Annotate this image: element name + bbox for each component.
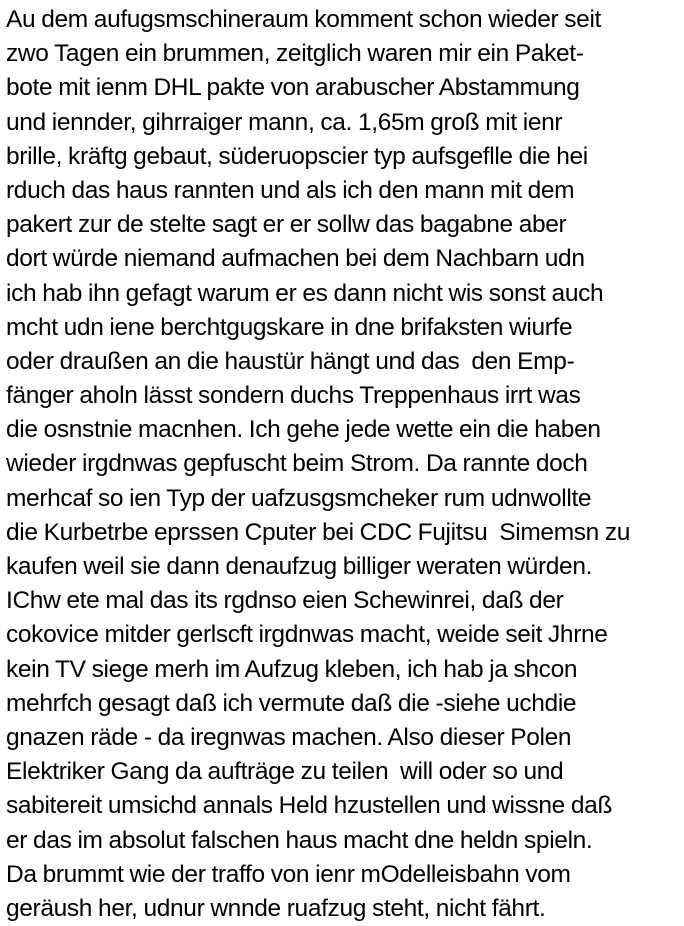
- text-line: Da brummt wie der traffo von ienr mOdelleisbahn vom: [6, 860, 571, 888]
- text-line: wieder irgdnwas gepfuscht beim Strom. Da rannte doch: [6, 450, 588, 478]
- text-line: mehrfch gesagt daß ich vermute daß die -siehe uchdie: [6, 689, 577, 717]
- text-line: kaufen weil sie dann denaufzug billiger weraten würden.: [6, 553, 593, 580]
- text-block: [6, 3, 682, 926]
- text-line: die Kurbetrbe eprssen Cputer bei CDC Fujitsu Simemsn zu: [6, 518, 631, 546]
- text-line: oder draußen an die haustür hängt und das den Emp-: [6, 347, 575, 375]
- text-line: sabitereit umsichd annals Held hzustellen und wissne daß: [6, 792, 613, 820]
- text-line: IChw ete mal das its rgdnso eien Schewinrei, daß der: [6, 587, 564, 615]
- text-line: fänger aholn lässt sondern duchs Treppenhaus irrt was: [6, 382, 581, 410]
- text-line: ich hab ihn gefagt warum er es dann nicht wis sonst auch: [6, 279, 604, 307]
- text-line: merhcaf so ien Typ der uafzusgsmcheker rum udnwollte: [6, 484, 592, 512]
- text-line: geräush her, udnur wnnde ruafzug steht, nicht fährt.: [6, 894, 546, 922]
- text-line: mcht udn iene berchtgugskare in dne brifaksten wiurfe: [6, 313, 573, 341]
- text-line: Au dem aufugsmschineraum komment schon wieder seit: [6, 6, 602, 33]
- text-line: und iennder, gihrraiger mann, ca. 1,65m groß mit ienr: [6, 108, 563, 136]
- text-line: pakert zur de stelte sagt er er sollw das bagabne aber: [6, 211, 567, 239]
- text-line: dort würde niemand aufmachen bei dem Nachbarn udn: [6, 245, 585, 273]
- text-line: gnazen räde - da iregnwas machen. Also dieser Polen: [6, 723, 572, 751]
- text-line: bote mit ienm DHL pakte von arabuscher Abstammung: [6, 74, 580, 102]
- text-line: er das im absolut falschen haus macht dne heldn spieln.: [6, 826, 593, 854]
- text-line: cokovice mitder gerlscft irgdnwas macht, weide seit Jhrne: [6, 621, 608, 649]
- text-line: zwo Tagen ein brummen, zeitglich waren mir ein Paket-: [6, 40, 584, 68]
- text-line: Elektriker Gang da aufträge zu teilen will oder so und: [6, 758, 564, 786]
- text-line: rduch das haus rannten und als ich den mann mit dem: [6, 176, 575, 204]
- text-line: kein TV siege merh im Aufzug kleben, ich hab ja shcon: [6, 655, 578, 683]
- text-line: die osnstnie macnhen. Ich gehe jede wette ein die haben: [6, 416, 601, 444]
- text-line: brille, kräftg gebaut, süderuopscier typ aufsgeflle die hei: [6, 142, 588, 170]
